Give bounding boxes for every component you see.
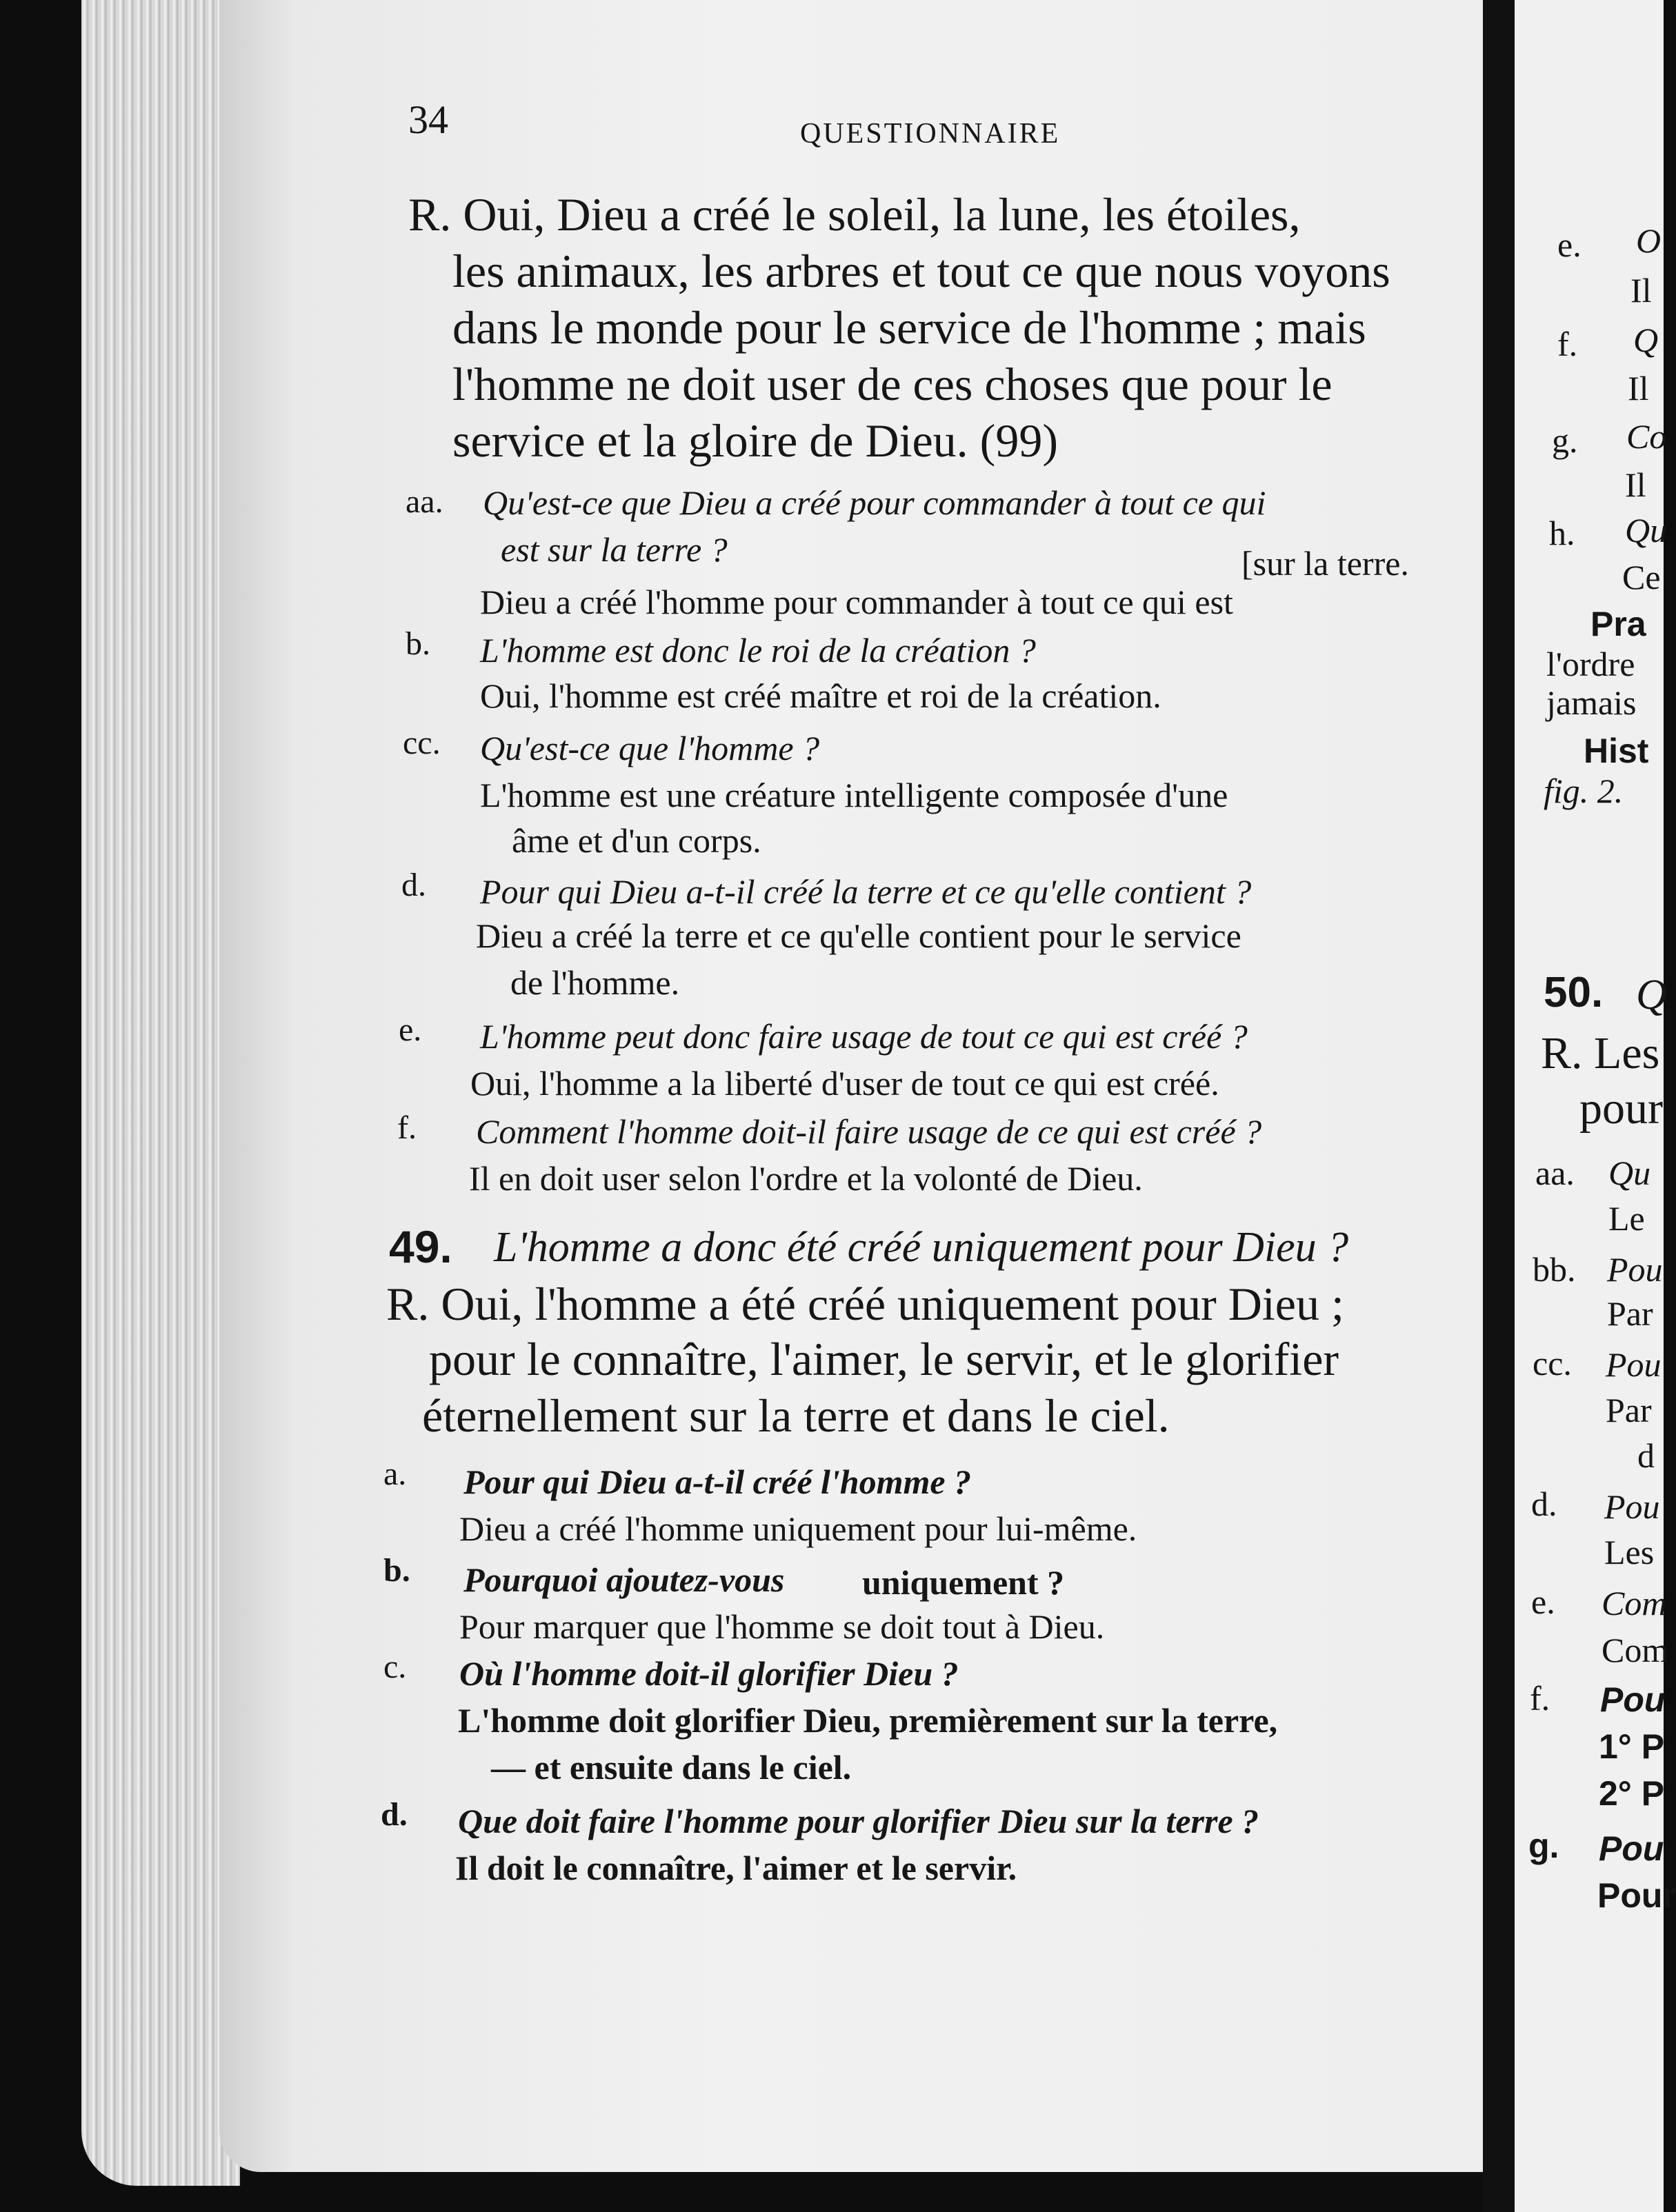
right-page-text: Q xyxy=(1636,972,1667,1018)
item-marker: d. xyxy=(381,1796,408,1833)
sub-answer: Dieu a créé l'homme pour commander à tout ce qui est xyxy=(480,583,1233,621)
sub-question: Comment l'homme doit-il faire usage de ce qui est créé ? xyxy=(476,1112,1262,1151)
item-marker: e. xyxy=(399,1012,422,1048)
right-page-text: Com xyxy=(1602,1631,1669,1669)
item-marker: a. xyxy=(383,1456,407,1492)
right-page-text: Pou xyxy=(1599,1829,1664,1868)
right-page-text: Il xyxy=(1630,271,1652,310)
item-marker: aa. xyxy=(406,483,443,520)
answer-line: les animaux, les arbres et tout ce que nous voyons xyxy=(452,245,1390,297)
right-page-text: Pou xyxy=(1604,1487,1660,1526)
right-page-text: e. xyxy=(1557,225,1582,264)
sub-answer: âme et d'un corps. xyxy=(512,821,761,860)
right-page-text: 50. xyxy=(1544,969,1604,1016)
right-page-text: pour xyxy=(1579,1083,1663,1134)
right-page-text: Pour xyxy=(1597,1876,1676,1915)
sub-answer: Dieu a créé l'homme uniquement pour lui-même. xyxy=(459,1509,1137,1548)
right-page-text: g. xyxy=(1552,421,1578,460)
right-page-text: h. xyxy=(1549,514,1575,552)
right-page-text: Pra xyxy=(1590,605,1646,643)
question-number: 49. xyxy=(389,1221,452,1272)
right-page-text: g. xyxy=(1528,1827,1559,1865)
right-page-text: d. xyxy=(1531,1485,1557,1523)
right-page-text: Qu xyxy=(1625,511,1668,550)
answer-line: R. Oui, l'homme a été créé uniquement pour Dieu ; xyxy=(386,1278,1344,1330)
answer-line: l'homme ne doit user de ces choses que pour le xyxy=(452,358,1333,410)
sub-answer: de l'homme. xyxy=(510,963,680,1002)
right-page-text: Les xyxy=(1604,1533,1655,1571)
right-page-text: Ce xyxy=(1622,558,1661,596)
right-page-text: Pou xyxy=(1600,1680,1666,1719)
sub-question-tail: uniquement ? xyxy=(862,1563,1065,1602)
answer-line: éternellement sur la terre et dans le ciel. xyxy=(422,1389,1170,1442)
sub-answer: — et ensuite dans le ciel. xyxy=(491,1748,852,1787)
sub-answer: [sur la terre. xyxy=(1241,544,1409,583)
question-text: L'homme a donc été créé uniquement pour Dieu ? xyxy=(494,1224,1349,1271)
right-page-text: l'ordre xyxy=(1546,645,1635,683)
answer-line: dans le monde pour le service de l'homme ; mais xyxy=(452,301,1366,354)
sub-answer: Pour marquer que l'homme se doit tout à Dieu. xyxy=(459,1607,1105,1646)
right-page-text: 2° P xyxy=(1599,1774,1665,1813)
sub-question: Pour qui Dieu a-t-il créé la terre et ce qu'elle contient ? xyxy=(480,872,1252,911)
sub-question: Que doit faire l'homme pour glorifier Dieu sur la terre ? xyxy=(458,1802,1259,1840)
right-page-text: e. xyxy=(1531,1582,1555,1621)
book-gutter xyxy=(1483,0,1515,2212)
right-page-text: Q xyxy=(1633,321,1659,359)
right-page-text: R. Les xyxy=(1541,1028,1660,1078)
item-marker: b. xyxy=(406,625,430,662)
sub-question: Qu'est-ce que l'homme ? xyxy=(480,729,820,767)
answer-line: service et la gloire de Dieu. (99) xyxy=(452,414,1058,467)
right-page-text: O xyxy=(1636,221,1662,260)
right-page-text: Hist xyxy=(1584,732,1649,770)
right-page-text: cc. xyxy=(1533,1344,1572,1382)
sub-answer: L'homme doit glorifier Dieu, premièrement sur la terre, xyxy=(458,1701,1278,1740)
running-head: QUESTIONNAIRE xyxy=(800,118,1061,150)
right-page-text: Il xyxy=(1628,369,1649,408)
right-page-text: Il xyxy=(1625,465,1646,504)
right-page-text: Co xyxy=(1626,417,1667,456)
sub-answer: Il doit le connaître, l'aimer et le servir. xyxy=(455,1849,1017,1887)
right-page-text: f. xyxy=(1530,1679,1550,1718)
right-page-text: Le xyxy=(1608,1199,1645,1238)
right-page-text: 1° P xyxy=(1599,1727,1665,1766)
sub-answer: Oui, l'homme est créé maître et roi de la création. xyxy=(480,676,1161,715)
right-page-text: jamais xyxy=(1546,683,1637,722)
sub-answer: Dieu a créé la terre et ce qu'elle contient pour le service xyxy=(476,916,1241,955)
sub-question: Pourquoi ajoutez-vous xyxy=(463,1560,785,1599)
right-page-text: Pou xyxy=(1606,1345,1662,1384)
sub-answer: Oui, l'homme a la liberté d'user de tout ce qui est créé. xyxy=(470,1064,1219,1103)
sub-question: est sur la terre ? xyxy=(501,530,728,569)
sub-question: Où l'homme doit-il glorifier Dieu ? xyxy=(459,1654,959,1693)
right-page-text: d xyxy=(1637,1436,1655,1475)
right-page-text: Par xyxy=(1606,1391,1652,1429)
right-page-text: bb. xyxy=(1533,1250,1576,1289)
right-page-fragment xyxy=(1515,0,1676,2212)
sub-question: Pour qui Dieu a-t-il créé l'homme ? xyxy=(463,1462,972,1501)
right-page-text: Com xyxy=(1602,1584,1667,1622)
right-page-text: Qu xyxy=(1608,1154,1651,1192)
item-marker: c. xyxy=(383,1649,407,1685)
page-stack-edges xyxy=(81,0,240,2186)
right-page-text: aa. xyxy=(1535,1154,1575,1192)
item-marker: cc. xyxy=(403,725,441,761)
right-page-text: Par xyxy=(1607,1294,1653,1333)
sub-answer: Il en doit user selon l'ordre et la volonté de Dieu. xyxy=(469,1159,1143,1198)
sub-question: Qu'est-ce que Dieu a créé pour commander à tout ce qui xyxy=(483,483,1266,522)
right-page-text: Pou xyxy=(1607,1250,1663,1289)
item-marker: d. xyxy=(401,867,426,903)
page-number: 34 xyxy=(408,97,448,142)
sub-question: L'homme est donc le roi de la création ? xyxy=(480,631,1036,670)
right-page-text: f. xyxy=(1557,325,1578,363)
sub-answer: L'homme est une créature intelligente composée d'une xyxy=(480,776,1228,814)
item-marker: b. xyxy=(383,1552,410,1589)
right-page-text: fig. 2. xyxy=(1544,772,1624,810)
item-marker: f. xyxy=(397,1109,417,1146)
sub-question: L'homme peut donc faire usage de tout ce qui est créé ? xyxy=(480,1017,1248,1056)
answer-line: R. Oui, Dieu a créé le soleil, la lune, les étoiles, xyxy=(408,188,1301,241)
answer-line: pour le connaître, l'aimer, le servir, et le glorifier xyxy=(429,1333,1339,1385)
